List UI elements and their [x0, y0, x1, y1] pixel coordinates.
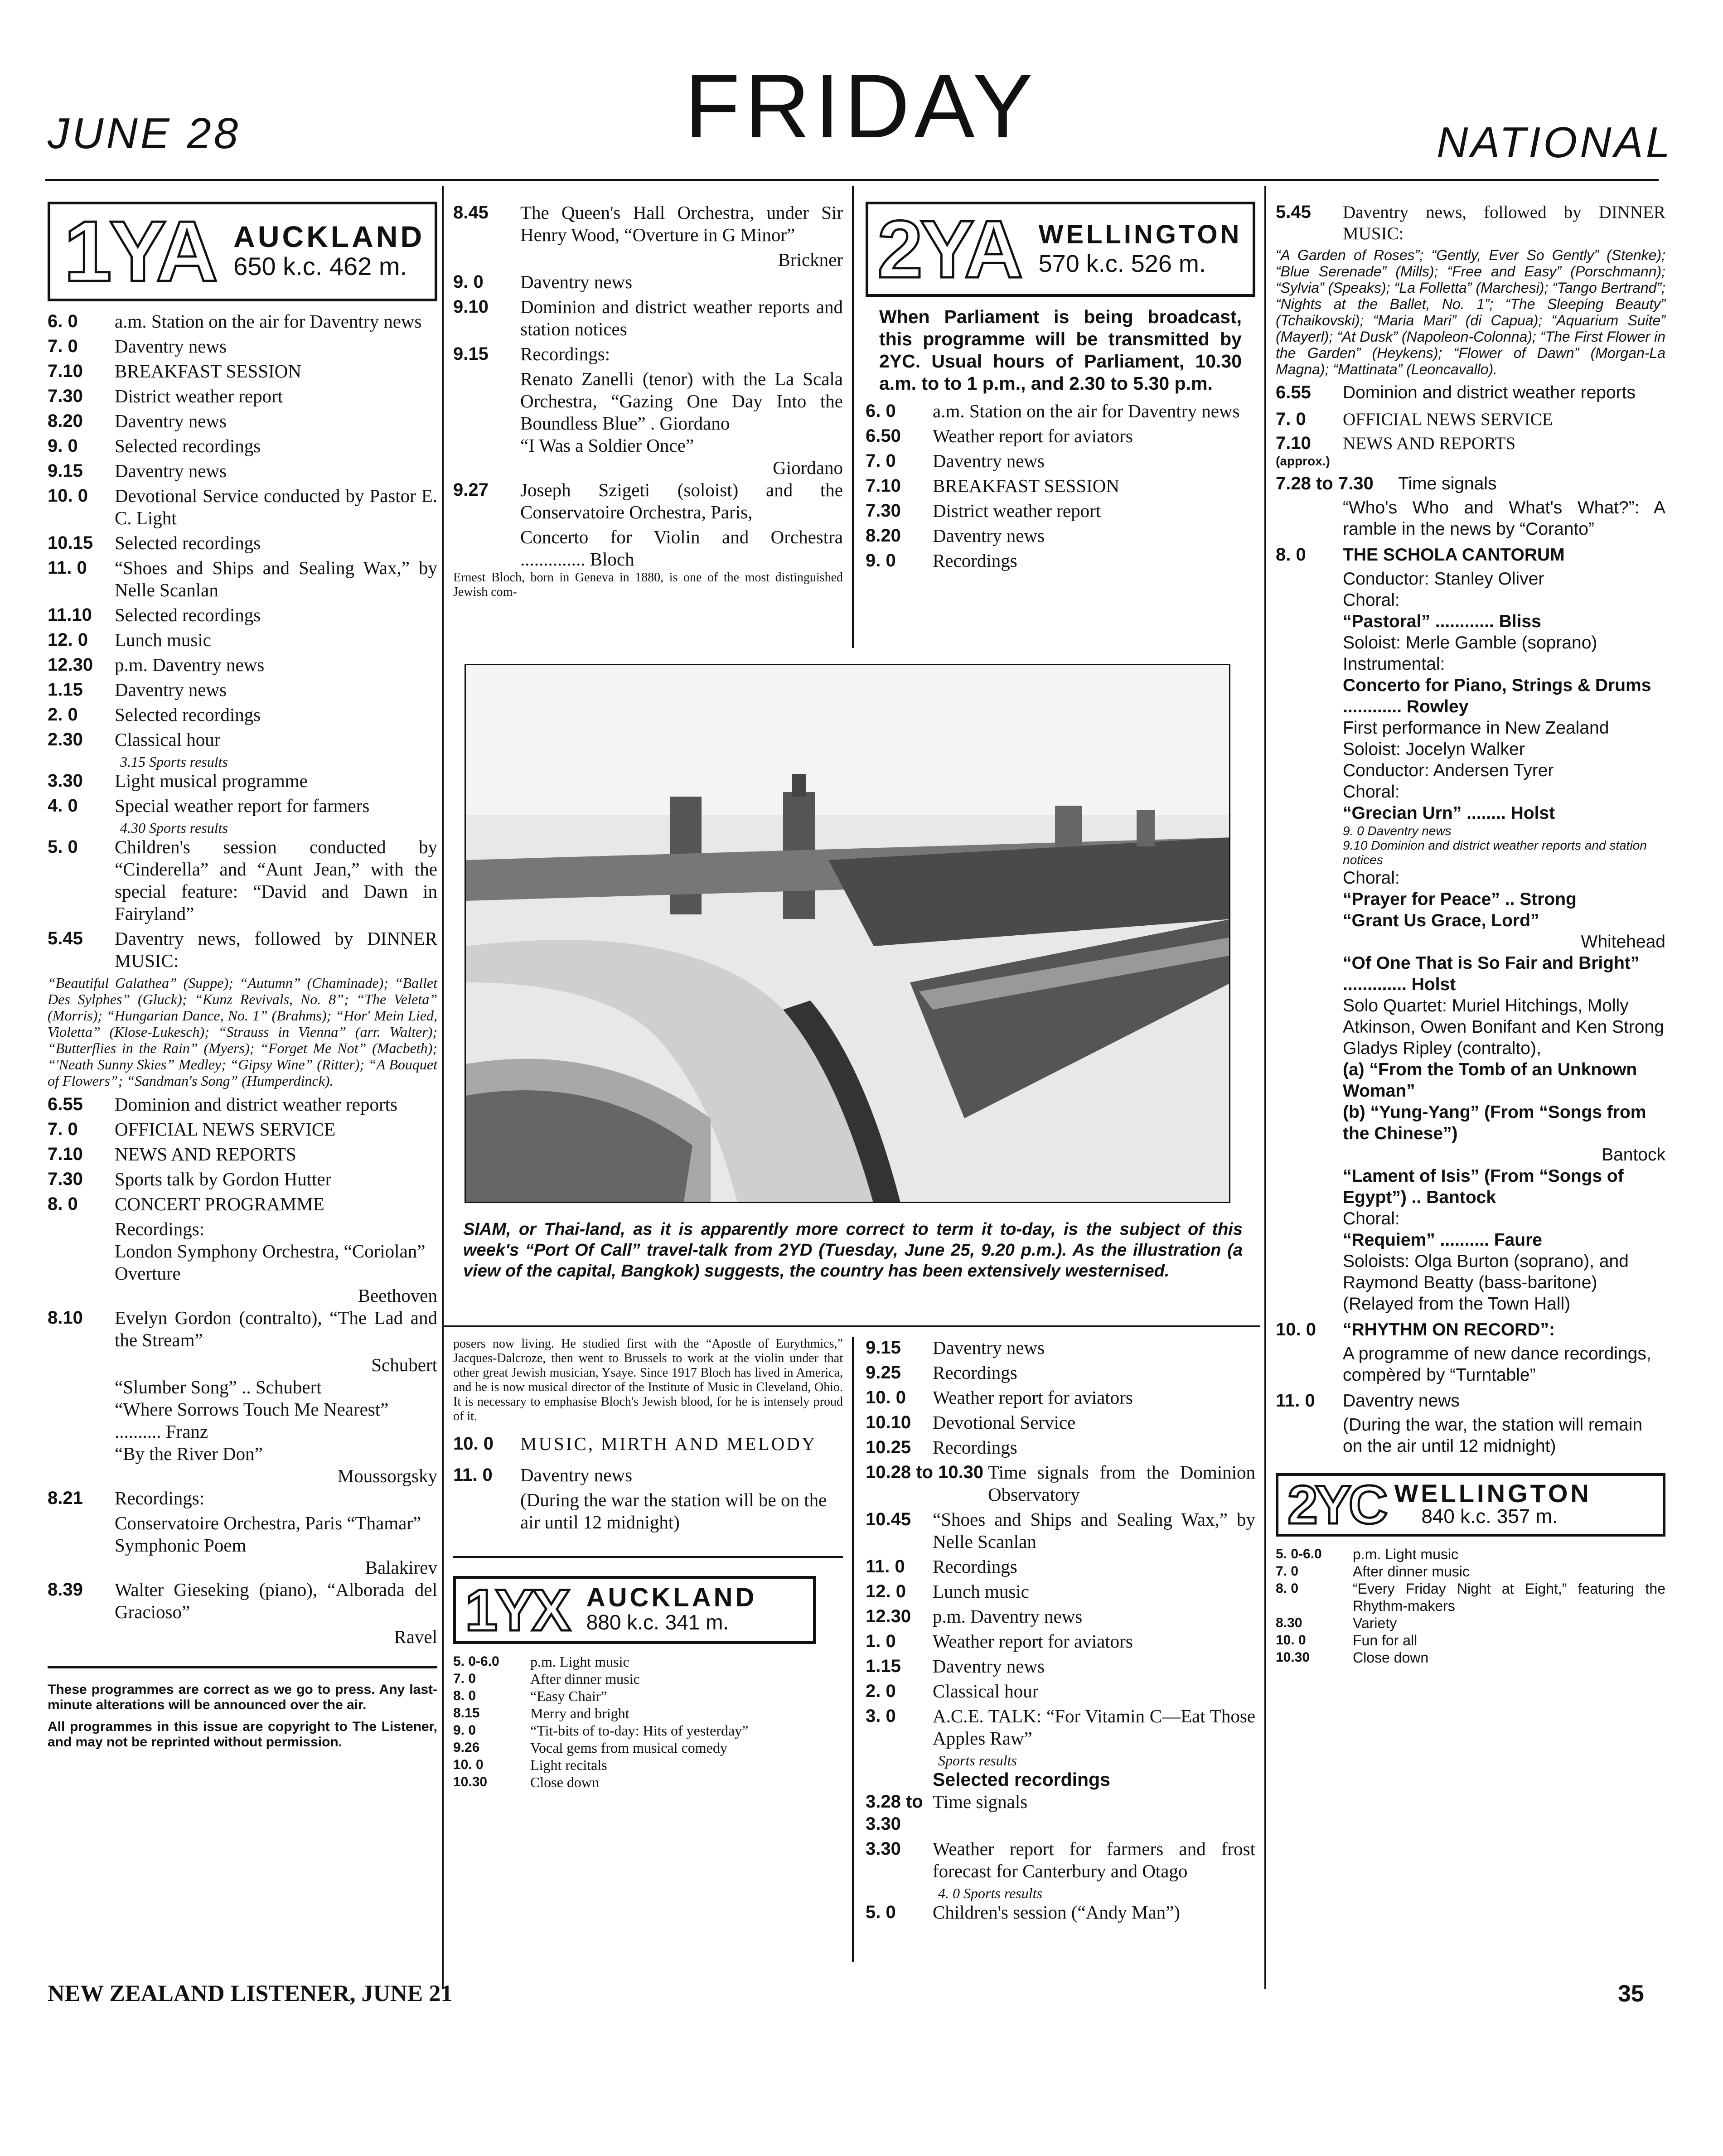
- schedule-entry: [453, 1739, 843, 1756]
- schedule-entry: [48, 1093, 437, 1116]
- schedule-entry: [866, 1581, 1255, 1603]
- entry-detail: First performance in New Zealand: [1343, 718, 1609, 738]
- entry-detail: A programme of new dance recordings, compèred by “Turntable”: [1343, 1344, 1651, 1385]
- schedule-entry: [48, 704, 437, 726]
- entry-description: “Easy Chair”: [530, 1688, 607, 1704]
- entry-time: 1.15: [48, 680, 83, 700]
- column-1ya: [48, 202, 437, 1756]
- entry-detail: (During the war the station will be on the air until 12 midnight): [520, 1489, 827, 1532]
- entry-detail: Conservatoire Orchestra, Paris “Thamar” Symphonic Poem: [115, 1513, 421, 1556]
- schedule-entry: [48, 435, 437, 457]
- station-frequency: 880 k.c. 341 m.: [586, 1610, 729, 1634]
- entry-time: 7. 0: [48, 1119, 78, 1139]
- schedule-entry: 9.15 Recordings:: [453, 343, 610, 364]
- schedule-entry: [48, 335, 437, 358]
- schedule-entry: [866, 1705, 1255, 1750]
- entry-description: p.m. Light music: [1353, 1546, 1458, 1562]
- schedule-entry: [453, 1722, 843, 1739]
- column-2: [453, 202, 843, 599]
- schedule-entry: 8.21 Recordings:: [48, 1488, 205, 1508]
- column-2ya: [866, 202, 1255, 575]
- station-frequency: 650 k.c. 462 m.: [233, 252, 407, 280]
- schedule-entry: 9.10 Dominion and district weather reports and station notices: [453, 296, 843, 339]
- schedule-entry: 9. 0 Daventry news: [453, 271, 633, 292]
- composer: Moussorgsky: [337, 1465, 437, 1486]
- entry-time: 5. 0-6.0: [453, 1654, 499, 1669]
- composer: Beethoven: [358, 1285, 437, 1306]
- entry-time: 7. 0: [453, 1671, 476, 1686]
- entry-time: 6.50: [866, 426, 901, 446]
- entry-description: Vocal gems from musical comedy: [530, 1740, 727, 1756]
- entry-description: Devotional Service: [933, 1412, 1076, 1433]
- copyright-notice: All programmes in this issue are copyright to The Listener, and may not be reprinted without permission.: [48, 1719, 437, 1750]
- entry-time: 7.10: [48, 361, 83, 381]
- entry-detail: Recordings:: [115, 1218, 205, 1239]
- page-date: JUNE 28: [48, 109, 241, 158]
- entry-description: Recordings: [933, 1556, 1017, 1577]
- entry-time: 8.30: [1276, 1615, 1302, 1630]
- entry-time: 7. 0: [48, 336, 78, 356]
- entry-description: “Shoes and Ships and Sealing Wax,” by Nelle Scanlan: [933, 1509, 1255, 1552]
- entry-description: Time signals from the Dominion Observatory: [988, 1462, 1255, 1505]
- entry-time: 9.15: [866, 1338, 901, 1358]
- column-2ya-continued: [866, 1337, 1255, 1926]
- entry-time: 6.55: [48, 1094, 83, 1114]
- entry-detail: Instrumental:: [1343, 654, 1445, 674]
- bangkok-photo-illustration: [466, 665, 1230, 1203]
- entry-time: 9.15: [48, 461, 83, 481]
- entry-description: Close down: [1353, 1649, 1429, 1666]
- schedule-entry: 6.55 Dominion and district weather reports: [1276, 382, 1636, 402]
- schedule-entry: [453, 1705, 843, 1722]
- entry-time: 5. 0-6.0: [1276, 1547, 1322, 1561]
- entry-time: 12.30: [866, 1606, 911, 1626]
- entry-time: 7.30: [866, 501, 901, 521]
- schedule-list: [1276, 1546, 1665, 1666]
- entry-description: Light recitals: [530, 1757, 607, 1773]
- schedule-entry: [866, 1556, 1255, 1578]
- divider: [453, 1556, 843, 1558]
- schedule-list: [453, 1653, 843, 1791]
- entry-description: Daventry news: [933, 1656, 1045, 1677]
- schedule-entry: [48, 1143, 437, 1165]
- entry-detail: Choral:: [1343, 1209, 1400, 1228]
- entry-description: NEWS AND REPORTS: [115, 1144, 296, 1165]
- entry-time: 9.26: [453, 1740, 480, 1755]
- entry-description: After dinner music: [1353, 1563, 1470, 1580]
- composer: Whitehead: [1581, 932, 1665, 952]
- column-2-lower: [453, 1337, 843, 1791]
- entry-detail: “Pastoral” ............ Bliss: [1343, 612, 1541, 631]
- schedule-entry: [48, 654, 437, 676]
- entry-time: 10. 0: [453, 1757, 484, 1772]
- schedule-entry: 3.28 to 3.30 Time signals: [866, 1791, 1028, 1834]
- station-city: WELLINGTON: [1394, 1479, 1592, 1508]
- entry-detail: “Where Sorrows Touch Me Nearest” .......... Franz: [115, 1399, 389, 1442]
- schedule-entry: [866, 1508, 1255, 1553]
- schedule-entry: [1276, 1563, 1665, 1580]
- composer: Bantock: [1602, 1145, 1665, 1165]
- schedule-entry: [48, 485, 437, 529]
- entry-time: 10. 0: [866, 1387, 906, 1407]
- schedule-entry: [48, 1118, 437, 1141]
- entry-detail: (Relayed from the Town Hall): [1343, 1294, 1571, 1314]
- entry-description: Close down: [530, 1774, 599, 1790]
- entry-description: Recordings: [933, 1437, 1017, 1458]
- entry-time: 2.30: [48, 730, 83, 749]
- entry-description: Selected recordings: [115, 704, 261, 725]
- entry-description: “Tit-bits of to-day: Hits of yesterday”: [530, 1722, 749, 1739]
- entry-description: a.m. Station on the air for Daventry news: [933, 401, 1240, 421]
- entry-description: Merry and bright: [530, 1705, 629, 1721]
- entry-time: 7.30: [48, 1169, 83, 1189]
- entry-detail: “Of One That is So Fair and Bright” ............. Holst: [1343, 953, 1640, 994]
- schedule-entry: 5. 0 Children's session (“Andy Man”): [866, 1902, 1180, 1923]
- bloch-note: posers now living. He studied first with the “Apostle of Eurythmics,” Jacques-Dalcroze, then went to Brussels to work at the violin under that other great Jewish musician, Ysaye. Since 1917 Bloch has lived in America, and he is now musical director of the Institute of Music in Cleveland, Ohio. It is necessary to emphasise Bloch's Jewish blood, for he is intensely proud of it.: [453, 1337, 843, 1423]
- entry-detail: Soloist: Jocelyn Walker: [1343, 740, 1525, 759]
- entry-description: Classical hour: [115, 729, 221, 750]
- entry-description: BREAKFAST SESSION: [115, 361, 302, 382]
- schedule-entry: [866, 1630, 1255, 1653]
- entry-detail: Gladys Ripley (contralto),: [1343, 1039, 1541, 1058]
- schedule-entry: 8.45 The Queen's Hall Orchestra, under Sir Henry Wood, “Overture in G Minor”: [453, 202, 843, 245]
- entry-time: 9. 0: [453, 1723, 476, 1738]
- schedule-list: [48, 310, 437, 751]
- column-divider: [852, 1337, 854, 1962]
- schedule-entry: [453, 1756, 843, 1774]
- entry-description: CONCERT PROGRAMME: [115, 1194, 324, 1214]
- schedule-entry: 3.30 Light musical programme: [48, 770, 308, 791]
- call-sign: 1YA: [64, 203, 216, 300]
- schedule-entry: [866, 400, 1255, 422]
- station-logo-1yx: [453, 1576, 816, 1644]
- entry-time: 7. 0: [866, 451, 896, 471]
- entry-detail: Solo Quartet: Muriel Hitchings, Molly Atkinson, Owen Bonifant and Ken Strong: [1343, 996, 1664, 1037]
- entry-description: Lunch music: [933, 1581, 1029, 1602]
- entry-detail: “Grecian Urn” ........ Holst: [1343, 803, 1555, 823]
- station-frequency: 570 k.c. 526 m.: [1038, 250, 1206, 277]
- entry-description: Daventry news: [115, 679, 227, 700]
- schedule-entry: 4. 0 Special weather report for farmers: [48, 795, 370, 816]
- schedule-entry: [48, 604, 437, 626]
- column-divider: [1264, 186, 1266, 1989]
- call-sign: 1YX: [465, 1576, 568, 1643]
- entry-time: 10. 0: [1276, 1633, 1306, 1648]
- schedule-list: [48, 1093, 437, 1215]
- schedule-entry: 5. 0 Children's session conducted by “Cinderella” and “Aunt Jean,” with the special feature: “David and Dawn in Fairyland”: [48, 836, 437, 924]
- entry-time: 8. 0: [453, 1688, 476, 1703]
- composer: Ravel: [394, 1626, 437, 1647]
- entry-description: Selected recordings: [115, 435, 261, 456]
- entry-time: 10.10: [866, 1412, 911, 1432]
- entry-detail: Choral:: [1343, 590, 1400, 610]
- entry-time: 11. 0: [866, 1557, 905, 1576]
- entry-detail: “Slumber Song” .. Schubert: [115, 1377, 322, 1397]
- entry-description: Weather report for aviators: [933, 425, 1133, 446]
- entry-detail: (b) “Yung-Yang” (From “Songs from the Chinese”): [1343, 1102, 1646, 1143]
- entry-description: District weather report: [933, 500, 1101, 521]
- call-sign: 2YC: [1287, 1474, 1385, 1535]
- footer-publication: NEW ZEALAND LISTENER, JUNE 21: [48, 1981, 453, 2006]
- schedule-entry: [48, 1193, 437, 1215]
- schedule-entry: 10. 0 “RHYTHM ON RECORD”:: [1276, 1320, 1555, 1339]
- entry-description: Recordings: [933, 550, 1017, 571]
- entry-time: 12. 0: [48, 630, 88, 650]
- sports-results-note: 3.15 Sports results: [120, 754, 228, 770]
- entry-description: District weather report: [115, 386, 283, 406]
- entry-time: 2. 0: [48, 705, 78, 725]
- column-divider: [442, 186, 444, 1989]
- schedule-entry: [48, 410, 437, 432]
- schedule-entry: 8.10 Evelyn Gordon (contralto), “The Lad and the Stream”: [48, 1307, 437, 1350]
- schedule-entry: 7.10 NEWS AND REPORTS: [1276, 433, 1516, 453]
- entry-description: p.m. Daventry news: [115, 654, 265, 675]
- schedule-entry: [866, 1655, 1255, 1677]
- station-logo-2ya: [866, 202, 1255, 297]
- station-logo-2yc: [1276, 1473, 1665, 1537]
- schedule-entry: 7.28 to 7.30 Time signals: [1276, 474, 1497, 493]
- schedule-entry: 11. 0 Daventry news: [453, 1465, 633, 1485]
- entry-time: 12.30: [48, 655, 93, 675]
- entry-time: 1.15: [866, 1656, 901, 1676]
- schedule-entry: [48, 729, 437, 751]
- schedule-entry: [48, 629, 437, 651]
- schedule-list: [866, 1337, 1255, 1750]
- station-logo-1ya: [48, 202, 437, 301]
- entry-description: Recordings: [933, 1362, 1017, 1383]
- photo-caption: SIAM, or Thai-land, as it is apparently more correct to term it to-day, is the subject of this week's “Port Of Call” travel-talk from 2YD (Tuesday, June 25, 9.20 p.m.). As the illustration (a view of the capital, Bangkok) suggests, the country has been extensively westernised.: [463, 1220, 1243, 1281]
- station-city: AUCKLAND: [233, 220, 425, 253]
- entry-time: 10.30: [1276, 1650, 1310, 1665]
- schedule-entry: [866, 425, 1255, 447]
- entry-time: 8.20: [48, 411, 83, 431]
- programme-notice: These programmes are correct as we go to press. Any last-minute alterations will be announced over the air.: [48, 1682, 437, 1712]
- schedule-entry: 5.45 Daventry news, followed by DINNER MUSIC:: [48, 928, 437, 971]
- entry-time: 3. 0: [866, 1706, 896, 1726]
- schedule-entry: [866, 550, 1255, 572]
- entry-description: “Every Friday Night at Eight,” featuring the Rhythm-makers: [1353, 1581, 1665, 1614]
- schedule-entry: [866, 1362, 1255, 1384]
- station-city: AUCKLAND: [586, 1583, 757, 1612]
- entry-description: Weather report for aviators: [933, 1631, 1133, 1652]
- entry-detail: 9.10 Dominion and district weather reports and station notices: [1343, 838, 1647, 867]
- entry-time: 7.30: [48, 386, 83, 406]
- schedule-entry: [453, 1670, 843, 1687]
- schedule-entry: 5.45 Daventry news, followed by DINNER MUSIC:: [1276, 202, 1665, 243]
- entry-detail: “I Was a Soldier Once”: [520, 435, 694, 456]
- schedule-list: [866, 400, 1255, 572]
- entry-detail: Concerto for Piano, Strings & Drums ............ Rowley: [1343, 676, 1651, 716]
- schedule-entry: [453, 1774, 843, 1791]
- schedule-entry: [1276, 1649, 1665, 1666]
- entry-time: 8.15: [453, 1706, 480, 1721]
- schedule-entry: [866, 475, 1255, 497]
- schedule-entry: [866, 1436, 1255, 1459]
- schedule-entry: [1276, 1546, 1665, 1563]
- schedule-entry: [866, 1387, 1255, 1409]
- schedule-entry: 8.39 Walter Gieseking (piano), “Alborada del Gracioso”: [48, 1579, 437, 1622]
- entry-time: 10.28 to 10.30: [866, 1462, 984, 1482]
- entry-description: OFFICIAL NEWS SERVICE: [115, 1119, 336, 1140]
- entry-description: Daventry news: [933, 525, 1045, 546]
- entry-description: Devotional Service conducted by Pastor E. C. Light: [115, 485, 437, 528]
- entry-description: A.C.E. TALK: “For Vitamin C—Eat Those Apples Raw”: [933, 1706, 1255, 1749]
- entry-description: Classical hour: [933, 1681, 1039, 1702]
- schedule-entry: [48, 532, 437, 554]
- entry-description: Daventry news: [115, 460, 227, 481]
- entry-description: Sports talk by Gordon Hutter: [115, 1169, 332, 1189]
- entry-description: After dinner music: [530, 1671, 640, 1687]
- entry-detail: (a) “From the Tomb of an Unknown Woman”: [1343, 1060, 1637, 1101]
- schedule-entry: [48, 557, 437, 601]
- entry-time: 6. 0: [866, 401, 896, 421]
- entry-time: 9. 0: [866, 551, 896, 570]
- photo-bottom-rule: [444, 1325, 1260, 1327]
- schedule-entry: [48, 1168, 437, 1190]
- schedule-entry: [866, 525, 1255, 547]
- sports-results-note: Sports results: [938, 1752, 1017, 1769]
- entry-time: 7.10: [48, 1144, 83, 1164]
- header-rule: [45, 179, 1659, 181]
- schedule-entry: [48, 679, 437, 701]
- schedule-entry: 8. 0 THE SCHOLA CANTORUM: [1276, 545, 1565, 565]
- entry-description: Selected recordings: [115, 532, 261, 553]
- schedule-entry: [866, 1461, 1255, 1506]
- sports-results-note: 4.30 Sports results: [120, 820, 228, 836]
- entry-time: 9.25: [866, 1363, 901, 1383]
- entry-time: 10.15: [48, 533, 93, 553]
- entry-description: Daventry news: [933, 1337, 1045, 1358]
- entry-detail: “Who's Who and What's What?”: A ramble in the news by “Coranto”: [1343, 498, 1665, 539]
- entry-detail: Soloist: Merle Gamble (soprano): [1343, 633, 1597, 653]
- entry-detail: Conductor: Stanley Oliver: [1343, 569, 1544, 589]
- schedule-entry: [866, 500, 1255, 522]
- sports-results-note: 4. 0 Sports results: [938, 1885, 1042, 1901]
- entry-description: a.m. Station on the air for Daventry news: [115, 311, 422, 332]
- schedule-entry: [1276, 1580, 1665, 1615]
- entry-detail: Choral:: [1343, 868, 1400, 888]
- dinner-music-list: “A Garden of Roses”; “Gently, Ever So Gently” (Stenke); “Blue Serenade” (Mills); “Free and Easy” (Porschmann); “Sylvia” (Speaks); “La Folletta” (Marchesi); “Tango Bertrand”; “Nights at the Ballet, No. 1”; “The Sleeping Beauty” (Tchaikovski); “Maria Mari” (di Capua); “Aquarium Suite” (Mayerl); “At Dusk” (Napoleon-Colonna); “The First Flower in the Garden” (Heykens); “Flower of Dawn” (Morgan-La Magna); “Mattinata” (Leoncavallo).: [1276, 247, 1665, 377]
- station-frequency: 840 k.c. 357 m.: [1421, 1505, 1558, 1528]
- composer: Brickner: [778, 249, 843, 270]
- schedule-entry: [866, 1337, 1255, 1359]
- entry-time: 8. 0: [1276, 1581, 1299, 1596]
- entry-time: 7.10: [866, 476, 901, 496]
- page-day-title: FRIDAY: [684, 56, 1038, 157]
- entry-description: Daventry news: [933, 450, 1045, 471]
- entry-detail: 9. 0 Daventry news: [1343, 824, 1452, 838]
- call-sign: 2YA: [877, 203, 1021, 295]
- station-city: WELLINGTON: [1038, 220, 1242, 249]
- composer: Balakirev: [365, 1557, 437, 1578]
- schedule-entry: [48, 460, 437, 482]
- entry-detail: Soloists: Olga Burton (soprano), and Raymond Beatty (bass-baritone): [1343, 1252, 1629, 1292]
- entry-description: Weather report for aviators: [933, 1387, 1133, 1408]
- schedule-entry: [1276, 1615, 1665, 1632]
- entry-time: 6. 0: [48, 311, 78, 331]
- entry-detail: London Symphony Orchestra, “Coriolan” Overture: [115, 1241, 426, 1284]
- entry-description: p.m. Daventry news: [933, 1606, 1083, 1627]
- entry-description: Daventry news: [115, 411, 227, 431]
- schedule-entry: 11. 0 Daventry news: [1276, 1391, 1460, 1411]
- entry-description: “Shoes and Ships and Sealing Wax,” by Nelle Scanlan: [115, 557, 437, 600]
- approx-note: (approx.): [1276, 454, 1330, 468]
- schedule-entry: [866, 1605, 1255, 1628]
- entry-description: Daventry news: [115, 336, 227, 357]
- entry-description: BREAKFAST SESSION: [933, 475, 1120, 496]
- bloch-note: Ernest Bloch, born in Geneva in 1880, is one of the most distinguished Jewish com-: [453, 570, 843, 599]
- composer: Schubert: [371, 1354, 437, 1375]
- entry-detail: “Requiem” .......... Faure: [1343, 1230, 1542, 1250]
- entry-detail: Concerto for Violin and Orchestra .............. Bloch: [520, 527, 843, 570]
- schedule-entry: [48, 310, 437, 333]
- entry-detail: Renato Zanelli (tenor) with the La Scala Orchestra, “Gazing One Day Into the Boundless Blue” . Giordano: [520, 368, 843, 434]
- entry-detail: Conductor: Andersen Tyrer: [1343, 761, 1554, 780]
- entry-detail: “Lament of Isis” (From “Songs of Egypt”) .. Bantock: [1343, 1166, 1624, 1207]
- schedule-entry: 3.30 Weather report for farmers and frost forecast for Canterbury and Otago: [866, 1838, 1255, 1881]
- entry-time: 2. 0: [866, 1681, 896, 1701]
- entry-detail: “By the River Don”: [115, 1443, 263, 1464]
- entry-time: 8. 0: [48, 1194, 78, 1214]
- column-divider: [852, 186, 854, 648]
- schedule-entry: 9.27 Joseph Szigeti (soloist) and the Conservatoire Orchestra, Paris,: [453, 479, 843, 522]
- page-number: 35: [1618, 1981, 1644, 2007]
- divider: [48, 1666, 437, 1668]
- schedule-entry: [866, 450, 1255, 472]
- entry-time: 8.20: [866, 526, 901, 546]
- entry-description: p.m. Light music: [530, 1653, 629, 1670]
- entry-description: Lunch music: [115, 629, 211, 650]
- entry-description: Fun for all: [1353, 1632, 1418, 1648]
- column-4: [1276, 202, 1665, 1666]
- schedule-entry: [453, 1653, 843, 1670]
- schedule-entry: [866, 1680, 1255, 1702]
- schedule-entry: 7. 0 OFFICIAL NEWS SERVICE: [1276, 409, 1553, 429]
- entry-time: 10.25: [866, 1437, 911, 1457]
- entry-time: 11.10: [48, 605, 92, 625]
- schedule-entry: 10. 0 MUSIC, MIRTH AND MELODY: [453, 1433, 817, 1454]
- parliament-notice: When Parliament is being broadcast, this programme will be transmitted by 2YC. Usual hours of Parliament, 10.30 a.m. to to 1 p.m., and 2.30 to 5.30 p.m.: [879, 306, 1242, 394]
- schedule-entry: [1276, 1632, 1665, 1649]
- schedule-entry: [453, 1687, 843, 1705]
- network-label: NATIONAL: [1437, 118, 1673, 167]
- entry-description: Selected recordings: [115, 604, 261, 625]
- dinner-music-list: “Beautiful Galathea” (Suppe); “Autumn” (Chaminade); “Ballet Des Sylphes” (Gluck); “Kunz Revivals, No. 8”; “The Veleta” (Morris); “Hungarian Dance, No. 1” (Brahms); “Hor' Mein Lied, Violetta” (Klose-Lukesch); “Strauss in Vienna” (arr. Walter); “Butterflies in the Rain” (Myers); “Forget Me Not” (Macbeth); “'Neath Sunny Skies” Medley; “Gipsy Wine” (Ritter); “A Bouquet of Flowers”; “Sandman's Song” (Humperdinck).: [48, 975, 437, 1089]
- entry-detail: “Prayer for Peace” .. Strong: [1343, 889, 1577, 909]
- entry-time: 12. 0: [866, 1581, 906, 1601]
- entry-time: 1. 0: [866, 1631, 896, 1651]
- entry-description: Variety: [1353, 1615, 1397, 1631]
- composer: Giordano: [773, 457, 843, 478]
- entry-time: 11. 0: [48, 558, 87, 578]
- entry-time: 10.45: [866, 1509, 911, 1529]
- entry-detail: Choral:: [1343, 782, 1400, 802]
- schedule-entry: [48, 360, 437, 382]
- entry-detail: Selected recordings: [933, 1769, 1110, 1790]
- entry-time: 10.30: [453, 1774, 488, 1789]
- entry-time: 10. 0: [48, 486, 88, 506]
- entry-time: 7. 0: [1276, 1564, 1299, 1579]
- schedule-entry: [866, 1412, 1255, 1434]
- entry-time: 9. 0: [48, 436, 78, 456]
- entry-description: Dominion and district weather reports: [115, 1094, 397, 1115]
- bangkok-photo: [465, 664, 1230, 1203]
- entry-detail: (During the war, the station will remain on the air until 12 midnight): [1343, 1415, 1643, 1456]
- entry-detail: “Grant Us Grace, Lord”: [1343, 911, 1539, 930]
- schedule-entry: [48, 385, 437, 407]
